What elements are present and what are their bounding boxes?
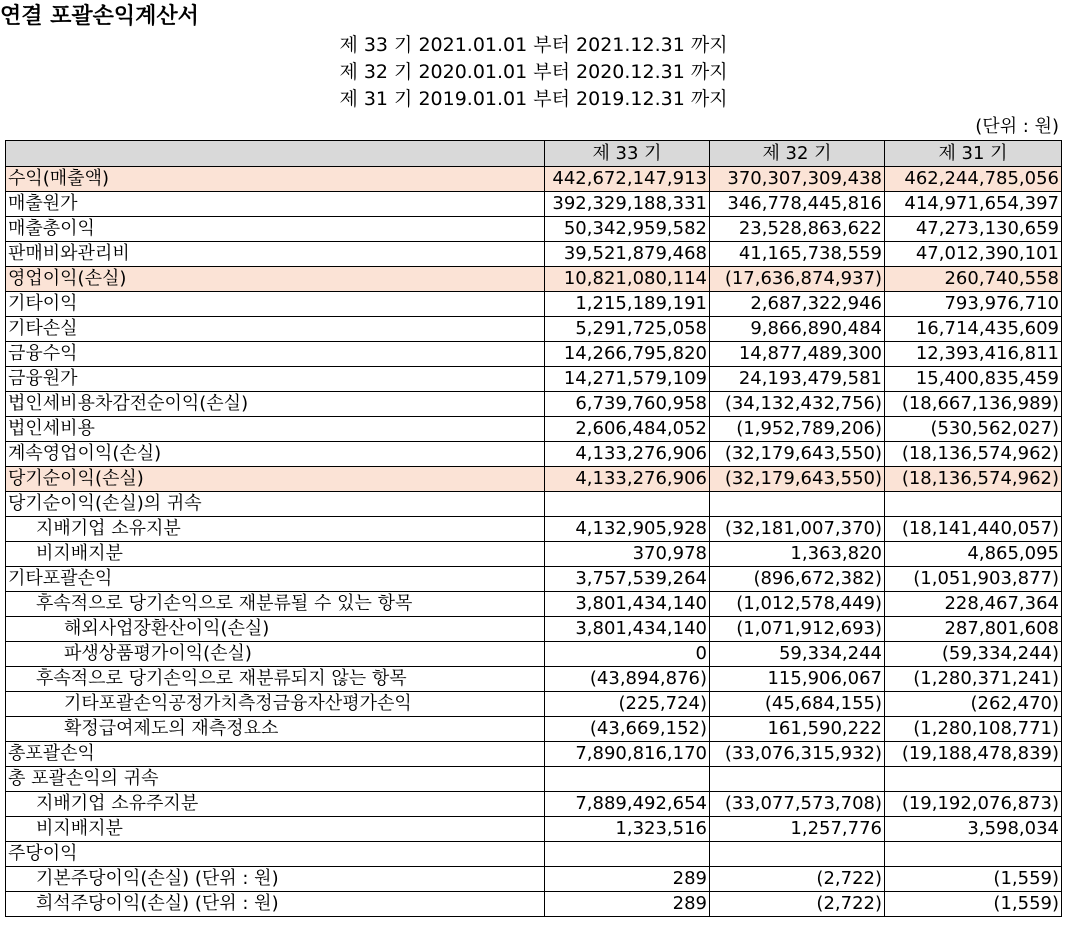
value-period-32: 161,590,222: [710, 717, 885, 742]
table-row: [6, 317, 1062, 342]
value-period-32: 24,193,479,581: [710, 367, 885, 392]
row-label: 금융수익: [6, 342, 545, 367]
header-period-33: 제 33 기: [545, 141, 710, 167]
value-period-31: 47,012,390,101: [885, 242, 1062, 267]
row-label: 후속적으로 당기손익으로 재분류될 수 있는 항목: [6, 592, 545, 617]
value-period-31: (1,559): [885, 892, 1062, 917]
row-label: 총 포괄손익의 귀속: [6, 767, 545, 792]
table-row: [6, 442, 1062, 467]
value-period-32: (2,722): [710, 892, 885, 917]
value-period-33: 0: [545, 642, 710, 667]
value-period-31: (18,141,440,057): [885, 517, 1062, 542]
value-period-31: (18,136,574,962): [885, 467, 1062, 492]
table-row: [6, 467, 1062, 492]
value-period-33: [545, 767, 710, 792]
value-period-33: 4,132,905,928: [545, 517, 710, 542]
value-period-33: 442,672,147,913: [545, 167, 710, 192]
value-period-31: 228,467,364: [885, 592, 1062, 617]
value-period-31: (19,188,478,839): [885, 742, 1062, 767]
value-period-33: 289: [545, 867, 710, 892]
period-line-33: 제 33 기 2021.01.01 부터 2021.12.31 까지: [339, 34, 728, 56]
value-period-32: (17,636,874,937): [710, 267, 885, 292]
table-row: [6, 492, 1062, 517]
header-row: [6, 141, 1062, 167]
value-period-32: (32,179,643,550): [710, 467, 885, 492]
row-label: 비지배지분: [6, 542, 545, 567]
unit-label: (단위 : 원): [975, 116, 1059, 137]
table-row: [6, 217, 1062, 242]
value-period-33: 3,757,539,264: [545, 567, 710, 592]
value-period-31: 260,740,558: [885, 267, 1062, 292]
row-label: 매출총이익: [6, 217, 545, 242]
value-period-31: 15,400,835,459: [885, 367, 1062, 392]
value-period-33: [545, 842, 710, 867]
value-period-32: (1,012,578,449): [710, 592, 885, 617]
value-period-31: [885, 767, 1062, 792]
row-label: 법인세비용차감전순이익(손실): [6, 392, 545, 417]
value-period-31: [885, 492, 1062, 517]
value-period-33: (43,669,152): [545, 717, 710, 742]
row-label: 영업이익(손실): [6, 267, 545, 292]
header-label-column: [6, 141, 545, 167]
table-row: [6, 717, 1062, 742]
value-period-31: 47,273,130,659: [885, 217, 1062, 242]
table-row: [6, 592, 1062, 617]
value-period-31: (1,280,108,771): [885, 717, 1062, 742]
value-period-33: 4,133,276,906: [545, 442, 710, 467]
value-period-32: 115,906,067: [710, 667, 885, 692]
row-label: 기타이익: [6, 292, 545, 317]
value-period-31: (262,470): [885, 692, 1062, 717]
value-period-33: 14,271,579,109: [545, 367, 710, 392]
value-period-32: (33,076,315,932): [710, 742, 885, 767]
table-row: [6, 867, 1062, 892]
value-period-32: (33,077,573,708): [710, 792, 885, 817]
row-label: 법인세비용: [6, 417, 545, 442]
row-label: 기타포괄손익: [6, 567, 545, 592]
row-label: 판매비와관리비: [6, 242, 545, 267]
value-period-32: 41,165,738,559: [710, 242, 885, 267]
value-period-32: (32,179,643,550): [710, 442, 885, 467]
value-period-31: 12,393,416,811: [885, 342, 1062, 367]
value-period-32: [710, 767, 885, 792]
row-label: 기본주당이익(손실) (단위 : 원): [6, 867, 545, 892]
row-label: 수익(매출액): [6, 167, 545, 192]
value-period-31: (19,192,076,873): [885, 792, 1062, 817]
value-period-32: 370,307,309,438: [710, 167, 885, 192]
value-period-31: (1,559): [885, 867, 1062, 892]
value-period-32: 23,528,863,622: [710, 217, 885, 242]
value-period-31: (1,280,371,241): [885, 667, 1062, 692]
value-period-33: 3,801,434,140: [545, 617, 710, 642]
value-period-33: 5,291,725,058: [545, 317, 710, 342]
value-period-33: (43,894,876): [545, 667, 710, 692]
table-row: [6, 692, 1062, 717]
value-period-32: [710, 492, 885, 517]
row-label: 지배기업 소유지분: [6, 517, 545, 542]
table-body: [6, 167, 1062, 917]
value-period-32: 1,257,776: [710, 817, 885, 842]
value-period-32: (1,952,789,206): [710, 417, 885, 442]
value-period-32: 9,866,890,484: [710, 317, 885, 342]
value-period-33: 1,215,189,191: [545, 292, 710, 317]
row-label: 금융원가: [6, 367, 545, 392]
table-row: [6, 192, 1062, 217]
period-line-31: 제 31 기 2019.01.01 부터 2019.12.31 까지: [339, 88, 728, 110]
value-period-33: 370,978: [545, 542, 710, 567]
table-row: [6, 342, 1062, 367]
table-row: [6, 242, 1062, 267]
table-row: [6, 167, 1062, 192]
value-period-33: 14,266,795,820: [545, 342, 710, 367]
value-period-32: (32,181,007,370): [710, 517, 885, 542]
value-period-32: 2,687,322,946: [710, 292, 885, 317]
value-period-33: 6,739,760,958: [545, 392, 710, 417]
value-period-32: (896,672,382): [710, 567, 885, 592]
value-period-33: 1,323,516: [545, 817, 710, 842]
value-period-33: 7,890,816,170: [545, 742, 710, 767]
value-period-32: 1,363,820: [710, 542, 885, 567]
table-row: [6, 367, 1062, 392]
table-row: [6, 292, 1062, 317]
period-line-32: 제 32 기 2020.01.01 부터 2020.12.31 까지: [339, 61, 728, 83]
row-label: 계속영업이익(손실): [6, 442, 545, 467]
row-label: 확정급여제도의 재측정요소: [6, 717, 545, 742]
value-period-33: 10,821,080,114: [545, 267, 710, 292]
value-period-31: 462,244,785,056: [885, 167, 1062, 192]
value-period-31: [885, 842, 1062, 867]
value-period-33: 4,133,276,906: [545, 467, 710, 492]
value-period-33: 289: [545, 892, 710, 917]
table-row: [6, 792, 1062, 817]
value-period-31: 287,801,608: [885, 617, 1062, 642]
value-period-32: 346,778,445,816: [710, 192, 885, 217]
row-label: 주당이익: [6, 842, 545, 867]
table-row: [6, 892, 1062, 917]
row-label: 후속적으로 당기손익으로 재분류되지 않는 항목: [6, 667, 545, 692]
table-row: [6, 392, 1062, 417]
row-label: 해외사업장환산이익(손실): [6, 617, 545, 642]
row-label: 매출원가: [6, 192, 545, 217]
value-period-32: 59,334,244: [710, 642, 885, 667]
income-statement-table: [5, 140, 1062, 917]
value-period-32: (1,071,912,693): [710, 617, 885, 642]
row-label: 기타손실: [6, 317, 545, 342]
table-row: [6, 267, 1062, 292]
value-period-31: (18,136,574,962): [885, 442, 1062, 467]
row-label: 당기순이익(손실)의 귀속: [6, 492, 545, 517]
value-period-31: 3,598,034: [885, 817, 1062, 842]
table-header: [6, 141, 1062, 167]
table-row: [6, 642, 1062, 667]
value-period-32: (34,132,432,756): [710, 392, 885, 417]
value-period-33: 3,801,434,140: [545, 592, 710, 617]
value-period-33: (225,724): [545, 692, 710, 717]
value-period-31: (530,562,027): [885, 417, 1062, 442]
table-row: [6, 817, 1062, 842]
value-period-32: (45,684,155): [710, 692, 885, 717]
row-label: 당기순이익(손실): [6, 467, 545, 492]
row-label: 비지배지분: [6, 817, 545, 842]
value-period-33: 2,606,484,052: [545, 417, 710, 442]
row-label: 기타포괄손익공정가치측정금융자산평가손익: [6, 692, 545, 717]
table-row: [6, 617, 1062, 642]
value-period-32: (2,722): [710, 867, 885, 892]
document-title: 연결 포괄손익계산서: [0, 4, 199, 29]
header-period-31: 제 31 기: [885, 141, 1062, 167]
table-row: [6, 542, 1062, 567]
value-period-32: 14,877,489,300: [710, 342, 885, 367]
value-period-31: 793,976,710: [885, 292, 1062, 317]
table-row: [6, 567, 1062, 592]
table-row: [6, 417, 1062, 442]
value-period-31: 16,714,435,609: [885, 317, 1062, 342]
row-label: 지배기업 소유주지분: [6, 792, 545, 817]
row-label: 총포괄손익: [6, 742, 545, 767]
row-label: 파생상품평가이익(손실): [6, 642, 545, 667]
table-row: [6, 842, 1062, 867]
table-row: [6, 517, 1062, 542]
table-row: [6, 742, 1062, 767]
value-period-33: 39,521,879,468: [545, 242, 710, 267]
value-period-32: [710, 842, 885, 867]
value-period-33: 392,329,188,331: [545, 192, 710, 217]
value-period-31: (1,051,903,877): [885, 567, 1062, 592]
value-period-33: 7,889,492,654: [545, 792, 710, 817]
value-period-31: 414,971,654,397: [885, 192, 1062, 217]
value-period-31: 4,865,095: [885, 542, 1062, 567]
table-row: [6, 767, 1062, 792]
header-period-32: 제 32 기: [710, 141, 885, 167]
value-period-31: (59,334,244): [885, 642, 1062, 667]
value-period-31: (18,667,136,989): [885, 392, 1062, 417]
table-row: [6, 667, 1062, 692]
value-period-33: 50,342,959,582: [545, 217, 710, 242]
row-label: 희석주당이익(손실) (단위 : 원): [6, 892, 545, 917]
value-period-33: [545, 492, 710, 517]
